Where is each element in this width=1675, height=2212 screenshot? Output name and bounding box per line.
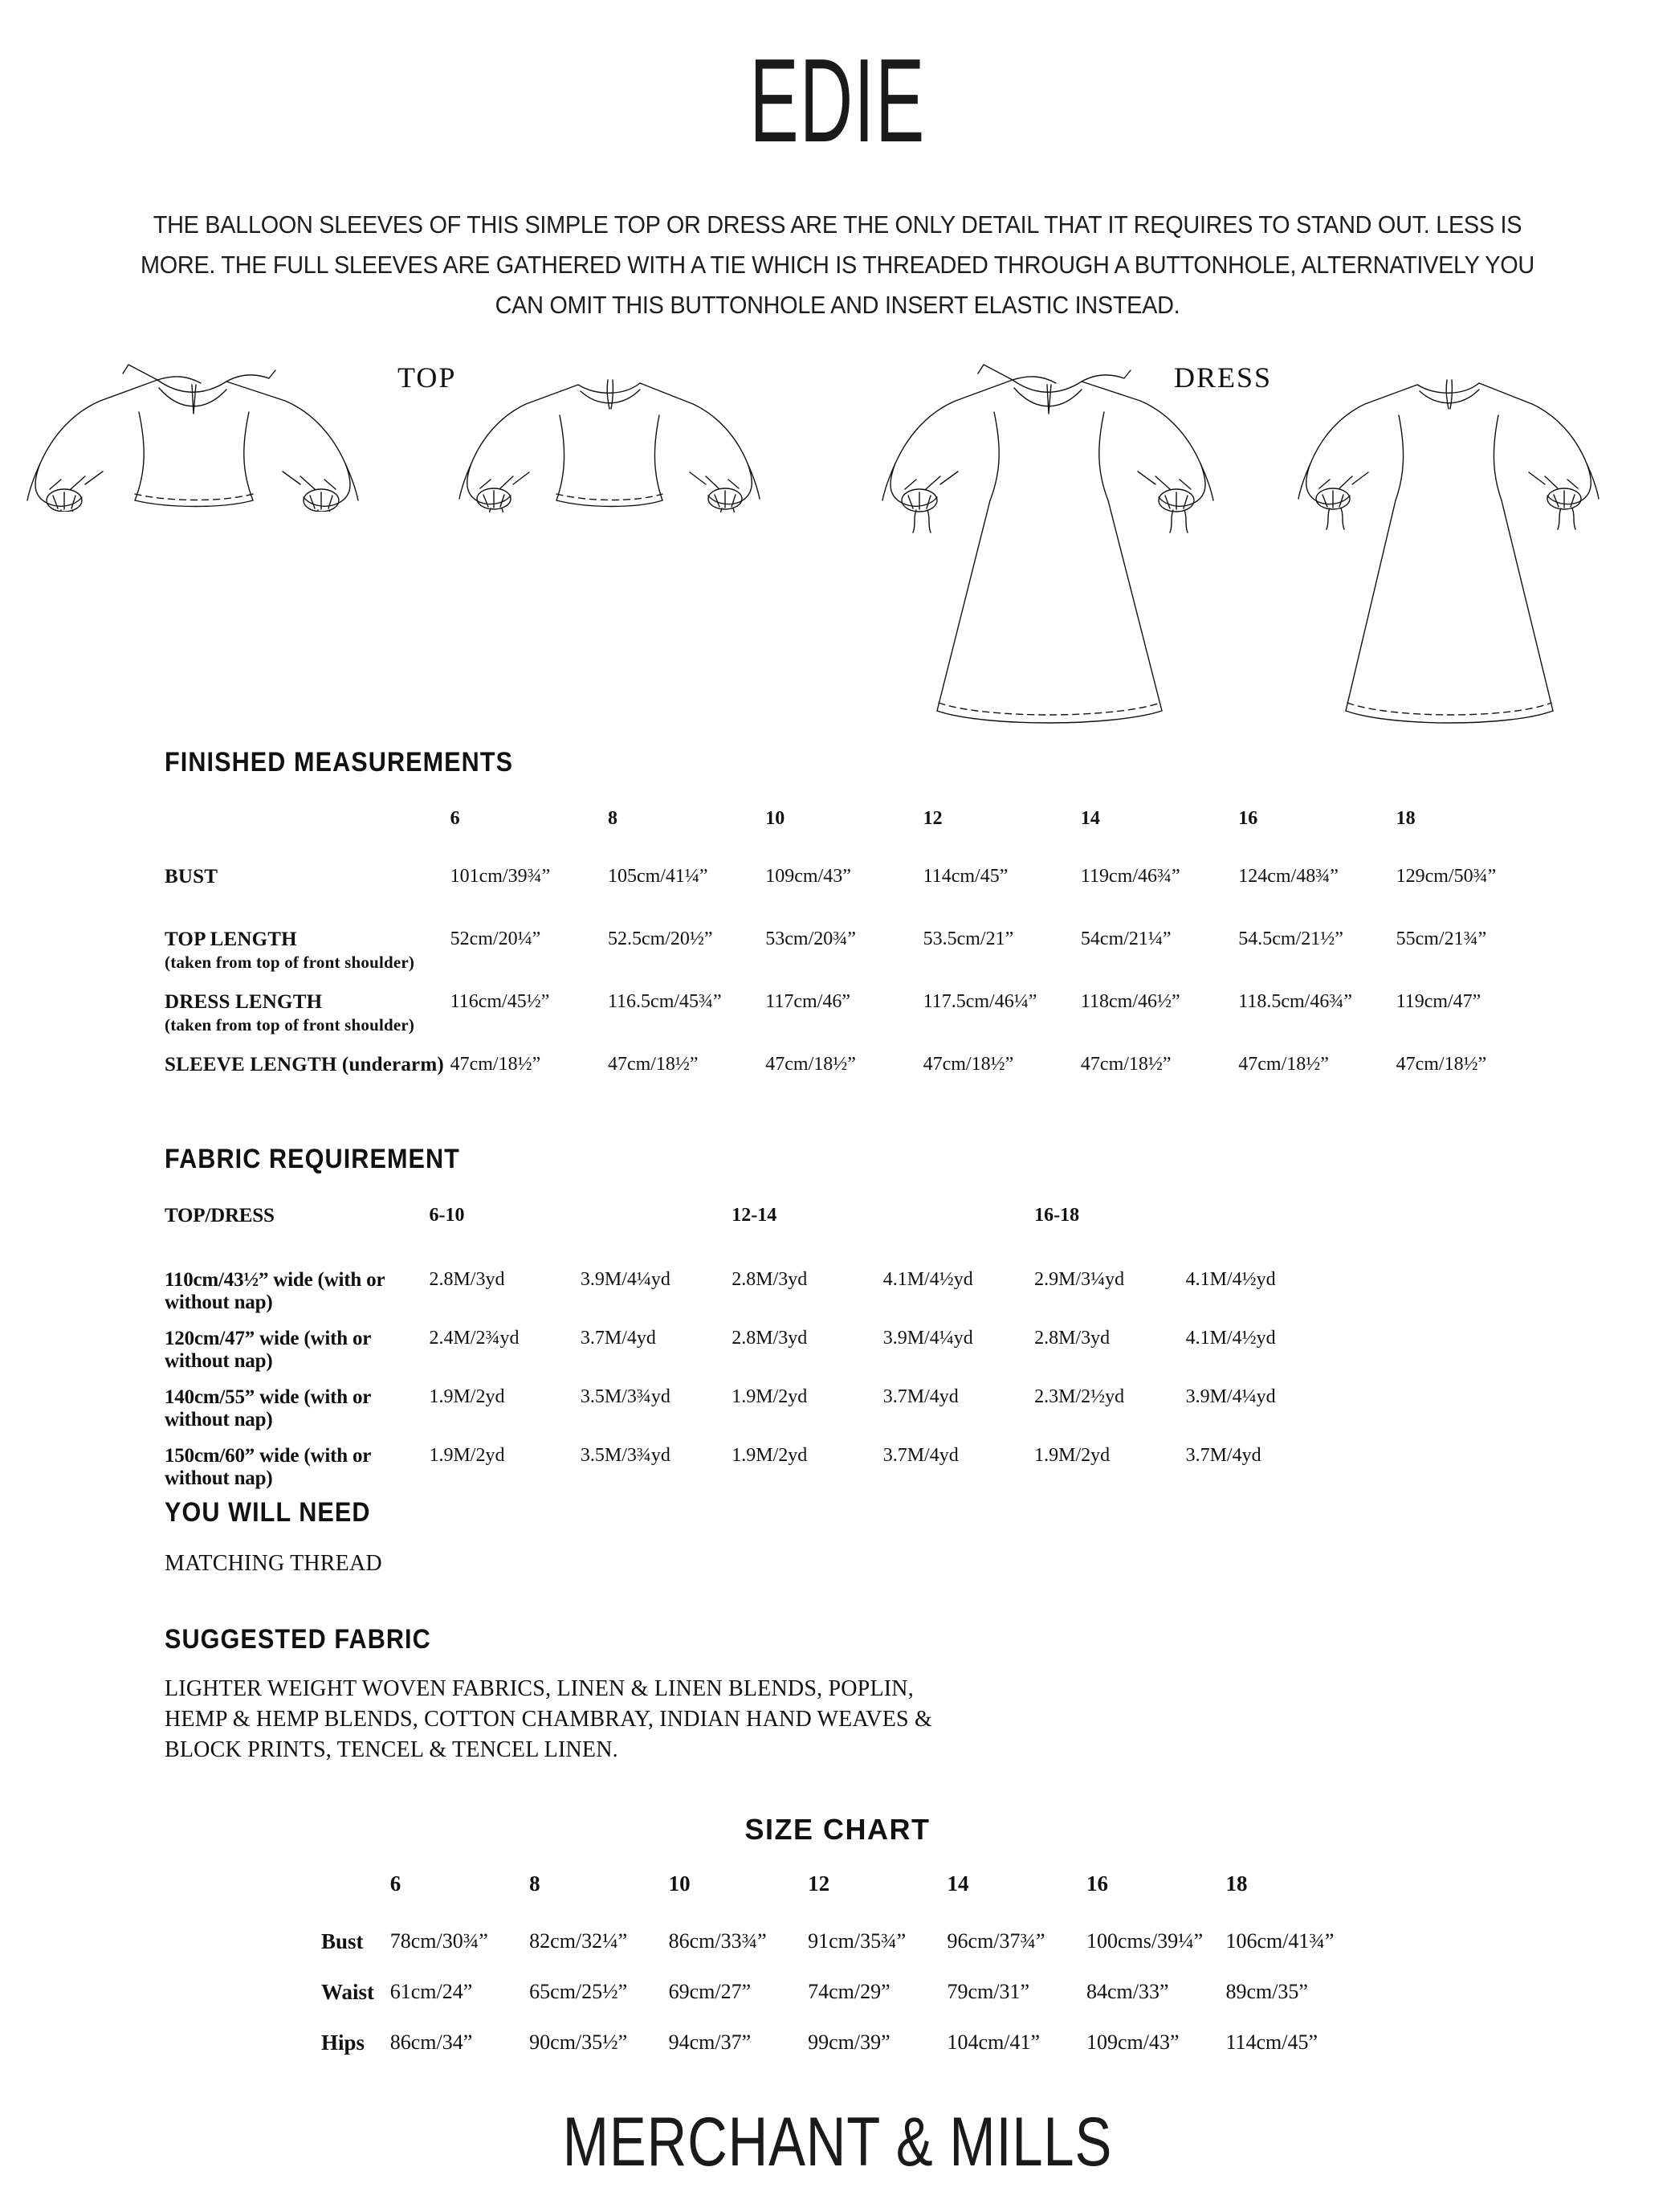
fab-cell: 2.8M/3yd <box>1034 1328 1111 1349</box>
fm-cell: 101cm/39¾” <box>450 866 551 887</box>
suggested-fabric-line-3: BLOCK PRINTS, TENCEL & TENCEL LINEN. <box>165 1737 618 1762</box>
fab-cell: 1.9M/2yd <box>429 1386 505 1407</box>
sc-cell: 86cm/34” <box>389 2030 473 2054</box>
sc-cell: 86cm/33¾” <box>668 1929 767 1953</box>
fm-cell: 114cm/45” <box>923 866 1009 887</box>
sc-size-header: 12 <box>808 1871 830 1896</box>
sc-size-header: 10 <box>668 1871 691 1896</box>
fab-cell: 4.1M/4½yd <box>1185 1269 1276 1290</box>
sc-cell: 99cm/39” <box>808 2030 890 2054</box>
fm-cell: 116cm/45½” <box>450 991 550 1012</box>
suggested-fabric-line-1: LIGHTER WEIGHT WOVEN FABRICS, LINEN & LINEN BLENDS, POPLIN, <box>165 1676 914 1701</box>
you-will-need-heading: YOU WILL NEED <box>165 1497 371 1528</box>
fm-row-label <box>165 866 450 928</box>
fab-cell: 3.7M/4yd <box>580 1328 656 1349</box>
brand-footer: MERCHANT & MILLS <box>562 2104 1113 2181</box>
fm-cell: 54cm/21¼” <box>1080 928 1172 949</box>
size-chart-heading: SIZE CHART <box>744 1813 931 1846</box>
fab-cell: 2.8M/3yd <box>732 1269 808 1290</box>
fm-size-header: 18 <box>1396 808 1416 829</box>
fm-cell: 118.5cm/46¾” <box>1238 991 1352 1012</box>
fm-cell: 47cm/18½” <box>607 1054 699 1075</box>
intro-line-2: MORE. THE FULL SLEEVES ARE GATHERED WITH A TIE WHICH IS THREADED THROUGH A BUTTONHOLE, ALTERNATIVELY YOU <box>141 251 1534 279</box>
fm-cell: 54.5cm/21½” <box>1238 928 1343 949</box>
fab-cell: 3.5M/3¾yd <box>580 1445 670 1466</box>
fab-cell: 1.9M/2yd <box>429 1445 505 1466</box>
fm-cell: 118cm/46½” <box>1080 991 1180 1012</box>
sc-cell: 96cm/37¾” <box>947 1929 1045 1953</box>
sc-size-header: 18 <box>1225 1871 1248 1896</box>
fm-size-header: 14 <box>1080 808 1100 829</box>
sc-size-header: 16 <box>1086 1871 1108 1896</box>
fab-corner-label: TOP/DRESS <box>165 1205 275 1226</box>
finished-measurements-table <box>165 808 1554 1089</box>
sc-cell: 69cm/27” <box>668 1980 752 2003</box>
sc-cell: 89cm/35” <box>1225 1980 1308 2003</box>
fm-cell: 47cm/18½” <box>450 1054 541 1075</box>
table-row <box>165 1328 1337 1386</box>
suggested-fabric-body <box>165 1674 1128 1765</box>
fab-group-header: 12-14 <box>732 1205 777 1226</box>
fab-row-label: 140cm/55” wide (with or without nap) <box>165 1386 371 1430</box>
table-row <box>165 991 1554 1054</box>
fm-cell: 119cm/46¾” <box>1080 866 1180 887</box>
table-row <box>321 1929 1365 1980</box>
fab-cell: 3.9M/4¼yd <box>882 1328 973 1349</box>
fab-cell: 2.9M/3¼yd <box>1034 1269 1125 1290</box>
fm-size-header: 6 <box>450 808 460 829</box>
table-header-row <box>321 1871 1365 1929</box>
dress-front-illustration <box>863 351 1265 745</box>
table-row <box>165 1269 1337 1328</box>
suggested-fabric-heading: SUGGESTED FABRIC <box>165 1624 431 1655</box>
table-row <box>165 1054 1554 1089</box>
sc-cell: 82cm/32¼” <box>529 1929 628 1953</box>
table-row <box>165 866 1554 928</box>
fm-row-label-main: SLEEVE LENGTH (underarm) <box>165 1054 444 1075</box>
sc-row-label: Hips <box>321 2030 365 2055</box>
fab-cell: 4.1M/4½yd <box>882 1269 973 1290</box>
table-row <box>165 1386 1337 1445</box>
technical-drawings <box>0 333 1675 743</box>
finished-measurements-heading: FINISHED MEASUREMENTS <box>165 747 514 777</box>
sc-size-header: 14 <box>947 1871 969 1896</box>
fm-cell: 55cm/21¾” <box>1396 928 1487 949</box>
fm-row-label-main: TOP LENGTH <box>165 928 297 950</box>
table-row <box>165 1445 1337 1504</box>
sc-cell: 65cm/25½” <box>529 1980 628 2003</box>
fm-cell: 109cm/43” <box>765 866 851 887</box>
fm-cell: 129cm/50¾” <box>1396 866 1497 887</box>
fab-cell: 3.9M/4¼yd <box>580 1269 670 1290</box>
fm-row-label-main: BUST <box>165 866 218 888</box>
top-front-illustration <box>8 351 418 512</box>
page-title: EDIE <box>749 35 926 167</box>
fm-cell: 47cm/18½” <box>923 1054 1014 1075</box>
intro-paragraph <box>44 205 1631 325</box>
fab-cell: 1.9M/2yd <box>1034 1445 1111 1466</box>
fm-row-label-sub: (taken from top of front shoulder) <box>165 953 415 972</box>
fm-cell: 52cm/20¼” <box>450 928 541 949</box>
fm-size-header: 12 <box>923 808 943 829</box>
sc-cell: 84cm/33” <box>1086 1980 1169 2003</box>
sc-cell: 94cm/37” <box>668 2030 752 2054</box>
fabric-requirement-table <box>165 1205 1337 1504</box>
fm-row-label <box>165 991 450 1054</box>
fab-group-header: 16-18 <box>1034 1205 1080 1226</box>
fm-cell: 117cm/46” <box>765 991 851 1012</box>
fm-cell: 47cm/18½” <box>765 1054 856 1075</box>
sc-cell: 100cms/39¼” <box>1086 1929 1204 1953</box>
fab-cell: 1.9M/2yd <box>732 1445 808 1466</box>
sc-size-header: 6 <box>389 1871 401 1896</box>
sc-cell: 90cm/35½” <box>529 2030 628 2054</box>
fm-cell: 47cm/18½” <box>1396 1054 1487 1075</box>
sc-cell: 109cm/43” <box>1086 2030 1180 2054</box>
sc-cell: 79cm/31” <box>947 1980 1030 2003</box>
fab-cell: 4.1M/4½yd <box>1185 1328 1276 1349</box>
fab-cell: 2.4M/2¾yd <box>429 1328 520 1349</box>
sc-row-label: Waist <box>321 1980 375 2004</box>
fab-cell: 2.3M/2½yd <box>1034 1386 1125 1407</box>
fm-corner-cell <box>165 808 450 866</box>
sc-cell: 78cm/30¾” <box>389 1929 488 1953</box>
fm-cell: 52.5cm/20½” <box>607 928 713 949</box>
sc-row-label: Bust <box>321 1929 364 1953</box>
fm-cell: 47cm/18½” <box>1080 1054 1172 1075</box>
fm-cell: 119cm/47” <box>1396 991 1481 1012</box>
fm-size-header: 10 <box>765 808 785 829</box>
table-header-row <box>165 808 1554 866</box>
fm-cell: 53.5cm/21” <box>923 928 1014 949</box>
sc-cell: 61cm/24” <box>389 1980 473 2003</box>
table-row <box>321 2030 1365 2081</box>
table-row <box>165 928 1554 991</box>
view-label-dress: DRESS <box>1174 361 1273 394</box>
fab-cell: 3.9M/4¼yd <box>1185 1386 1276 1407</box>
sc-cell: 114cm/45” <box>1225 2030 1318 2054</box>
fab-row-label: 120cm/47” wide (with or without nap) <box>165 1328 371 1372</box>
you-will-need-body: MATCHING THREAD <box>165 1551 382 1576</box>
sc-cell: 91cm/35¾” <box>808 1929 907 1953</box>
size-chart-table <box>321 1871 1365 2081</box>
fab-cell: 2.8M/3yd <box>732 1328 808 1349</box>
intro-line-1: THE BALLOON SLEEVES OF THIS SIMPLE TOP OR DRESS ARE THE ONLY DETAIL THAT IT REQUIRES TO STAND OUT. LESS IS <box>153 210 1522 239</box>
fab-cell: 2.8M/3yd <box>429 1269 505 1290</box>
sc-cell: 104cm/41” <box>947 2030 1041 2054</box>
fm-cell: 47cm/18½” <box>1238 1054 1329 1075</box>
fm-cell: 124cm/48¾” <box>1238 866 1339 887</box>
sc-cell: 106cm/41¾” <box>1225 1929 1335 1953</box>
fm-size-header: 8 <box>607 808 617 829</box>
sc-cell: 74cm/29” <box>808 1980 890 2003</box>
fab-cell: 3.5M/3¾yd <box>580 1386 670 1407</box>
suggested-fabric-line-2: HEMP & HEMP BLENDS, COTTON CHAMBRAY, INDIAN HAND WEAVES & <box>165 1707 932 1732</box>
fab-cell: 3.7M/4yd <box>882 1445 959 1466</box>
table-header-row <box>165 1205 1337 1269</box>
sc-corner-cell <box>321 1871 390 1929</box>
view-label-top: TOP <box>397 361 457 394</box>
dress-back-illustration <box>1277 364 1654 745</box>
fab-cell: 3.7M/4yd <box>1185 1445 1261 1466</box>
fm-row-label-main: DRESS LENGTH <box>165 991 323 1013</box>
fm-cell: 116.5cm/45¾” <box>607 991 722 1012</box>
fab-row-label: 150cm/60” wide (with or without nap) <box>165 1445 371 1489</box>
fm-row-label <box>165 1054 450 1089</box>
fm-row-label <box>165 928 450 991</box>
fab-row-label: 110cm/43½” wide (with or without nap) <box>165 1269 385 1313</box>
fm-row-label-sub: (taken from top of front shoulder) <box>165 1015 415 1035</box>
sc-size-header: 8 <box>529 1871 540 1896</box>
table-row <box>321 1980 1365 2030</box>
fab-cell: 3.7M/4yd <box>882 1386 959 1407</box>
fm-cell: 117.5cm/46¼” <box>923 991 1037 1012</box>
fab-group-header: 6-10 <box>429 1205 465 1226</box>
fm-cell: 53cm/20¾” <box>765 928 856 949</box>
fabric-requirement-heading: FABRIC REQUIREMENT <box>165 1144 460 1174</box>
fm-cell: 105cm/41¼” <box>607 866 708 887</box>
intro-line-3: CAN OMIT THIS BUTTONHOLE AND INSERT ELASTIC INSTEAD. <box>495 291 1180 319</box>
fab-cell: 1.9M/2yd <box>732 1386 808 1407</box>
fm-size-header: 16 <box>1238 808 1258 829</box>
top-back-illustration <box>438 364 807 512</box>
